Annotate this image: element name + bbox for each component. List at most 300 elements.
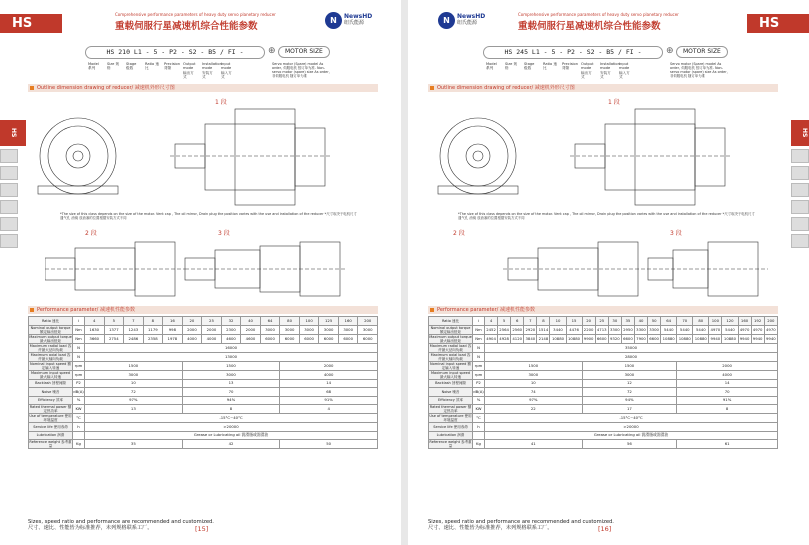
unit-cell <box>73 431 85 440</box>
value-cell: 17 <box>582 405 677 414</box>
table-row <box>429 414 778 423</box>
ratio-cell: 16 <box>163 317 183 326</box>
unit-cell: dB(A) <box>73 388 85 397</box>
table-row <box>429 343 778 352</box>
stage-3-label: 3 段 <box>218 230 230 237</box>
value-cell: 3300 <box>608 325 621 334</box>
value-cell: 10880 <box>677 334 693 343</box>
row-label: Rated thermal power 额定热功率 <box>429 405 472 413</box>
ratio-cell: 7 <box>524 317 537 326</box>
ratio-cell: 5 <box>104 317 124 326</box>
unit-cell: N <box>73 343 85 352</box>
value-cell: 1514 <box>537 325 550 334</box>
unit-cell: N <box>473 352 485 361</box>
value-cell: 4970 <box>738 325 751 334</box>
ratio-cell: 160 <box>738 317 751 326</box>
side-thumb[interactable] <box>791 183 809 197</box>
value-cell: 6000 <box>319 334 339 343</box>
row-label: Reference weight 参考重量 <box>429 440 472 448</box>
value-cell: 1978 <box>163 334 183 343</box>
ratio-header: Ratio 速比 <box>429 317 473 326</box>
ratio-cell: 80 <box>693 317 709 326</box>
side-thumb[interactable] <box>791 149 809 163</box>
value-cell: 9320 <box>608 334 621 343</box>
row-label: Use of temperature 使用环境温度 <box>29 414 72 422</box>
ratio-cell: 5 <box>498 317 511 326</box>
table-row <box>29 379 378 388</box>
value-cell: 3000 <box>582 370 677 379</box>
table-row <box>29 440 378 449</box>
value-cell: 3000 <box>338 325 358 334</box>
ratio-cell: 200 <box>764 317 777 326</box>
ratio-cell: 40 <box>241 317 261 326</box>
value-cell: 3300 <box>648 325 661 334</box>
logo-name: NewsHD <box>457 13 486 20</box>
plus-icon: ⊕ <box>268 46 276 56</box>
unit-cell: °C <box>473 414 485 423</box>
side-thumb[interactable] <box>791 217 809 231</box>
row-label: Service life 使用寿命 <box>29 423 73 432</box>
legend-item: Stage 级数 <box>126 62 137 71</box>
row-label: Efficiency 效率 <box>29 396 73 405</box>
unit-cell: Kg <box>73 440 85 449</box>
page-number: [15] <box>195 525 209 533</box>
legend-item: Output mode 输出方式 <box>581 62 594 80</box>
row-label: Backlash 回程间隙 <box>29 379 73 388</box>
stage-2-label: 2 段 <box>85 230 97 237</box>
legend-item: Installation mode 安装方式 <box>600 62 620 80</box>
value-cell: 4904 <box>485 334 498 343</box>
value-cell: 4000 <box>677 370 778 379</box>
ratio-cell: 50 <box>648 317 661 326</box>
ratio-cell: 20 <box>182 317 202 326</box>
row-label: Service life 使用寿命 <box>429 423 473 432</box>
row-label: Nominal output torque 额定输出扭矩 <box>429 325 473 334</box>
footer-en: Sizes, speed ratio and performance are recommended and customized. <box>428 519 614 525</box>
value-cell: 2560 <box>511 325 524 334</box>
value-cell: 50 <box>280 440 378 449</box>
side-tab-hs[interactable]: HS <box>0 120 26 146</box>
ratio-cell: 25 <box>595 317 608 326</box>
ratio-cell: 100 <box>709 317 722 326</box>
row-label: Backlash 回程间隙 <box>429 379 473 388</box>
table-row <box>29 423 378 432</box>
table-row <box>429 325 778 334</box>
value-cell: 14 <box>280 379 378 388</box>
title-en: Comprehensive performance parameters of heavy duty servo planetary reducer <box>115 12 276 17</box>
ratio-cell: 4 <box>85 317 105 326</box>
value-cell: 35 <box>85 440 183 449</box>
value-cell: 28000 <box>485 352 778 361</box>
value-cell: 12 <box>582 379 677 388</box>
value-cell: 2564 <box>498 325 511 334</box>
row-label: Efficiency 效率 <box>429 396 473 405</box>
company-logo <box>325 10 377 30</box>
unit-cell: KW <box>473 405 485 414</box>
unit-cell: h <box>473 423 485 432</box>
value-cell: 1179 <box>143 325 163 334</box>
value-cell: 2200 <box>582 325 595 334</box>
value-cell: 3000 <box>358 325 378 334</box>
page-title: 重载伺服行星减速机综合性能参数 <box>115 21 258 32</box>
performance-section-header: Performance parameter/ 减速机性能参数 <box>28 306 378 314</box>
row-label: Lubrication 润滑 <box>429 431 473 440</box>
row-label: Maximum axial load 容许最大轴向负载 <box>429 352 473 361</box>
value-cell: 10880 <box>550 334 566 343</box>
table-row <box>429 370 778 379</box>
outline-section-header: Outline dimension drawing of reducer/ 减速机外形尺寸图 <box>428 84 778 92</box>
ratio-cell: 4 <box>485 317 498 326</box>
value-cell: 10880 <box>722 334 738 343</box>
value-cell: 3300 <box>634 325 647 334</box>
unit-cell: °C <box>73 414 85 423</box>
table-row <box>29 431 378 440</box>
performance-section-header: Performance parameter/ 减速机性能参数 <box>428 306 778 314</box>
ratio-cell: 30 <box>608 317 621 326</box>
value-cell: 1377 <box>104 325 124 334</box>
value-cell: 5440 <box>722 325 738 334</box>
value-cell: >20000 <box>85 423 378 432</box>
value-cell: 14 <box>677 379 778 388</box>
value-cell: 4000 <box>202 334 222 343</box>
table-row <box>429 440 778 449</box>
ratio-cell: 10 <box>550 317 566 326</box>
row-label: Nominal input speed 额定输入转速 <box>430 361 471 370</box>
table-row <box>29 334 378 343</box>
left-page <box>0 0 401 545</box>
value-cell: 4120 <box>511 334 524 343</box>
ratio-cell: 120 <box>722 317 738 326</box>
table-row <box>29 396 378 405</box>
value-cell: 6000 <box>338 334 358 343</box>
outline-section-header: Outline dimension drawing of reducer/ 减速机外形尺寸图 <box>28 84 378 92</box>
value-cell: 9940 <box>738 334 751 343</box>
stage-1-drawing <box>430 104 775 212</box>
value-cell: 3000 <box>280 325 300 334</box>
value-cell: 5440 <box>693 325 709 334</box>
plus-icon: ⊕ <box>666 46 674 56</box>
value-cell: 2486 <box>124 334 144 343</box>
value-cell: 1243 <box>124 325 144 334</box>
value-cell: 16000 <box>85 343 378 352</box>
value-cell: 2000 <box>280 361 378 370</box>
value-cell: 2148 <box>537 334 550 343</box>
stage-1-label: 1 段 <box>608 99 620 106</box>
value-cell: 5440 <box>677 325 693 334</box>
table-row <box>29 343 378 352</box>
table-row <box>29 388 378 397</box>
title-en: Comprehensive performance parameters of heavy duty servo planetary reducer <box>518 12 679 17</box>
value-cell: 22 <box>485 405 583 414</box>
row-label: Maximum output torque 最大输出扭矩 <box>29 334 72 343</box>
ratio-cell: 7 <box>124 317 144 326</box>
value-cell: 94% <box>182 396 280 405</box>
value-cell: 7900 <box>634 334 647 343</box>
value-cell: 6000 <box>260 334 280 343</box>
unit-cell: % <box>73 396 85 405</box>
unit-cell: N <box>473 343 485 352</box>
row-label: Maximum input speed 最大输入转速 <box>429 370 473 379</box>
value-cell: 2000 <box>241 325 261 334</box>
unit-cell: Kg <box>473 440 485 449</box>
value-cell: 2452 <box>485 325 498 334</box>
stage-3-label: 3 段 <box>670 230 682 237</box>
designation-legend <box>486 62 633 80</box>
side-thumb[interactable] <box>0 234 18 248</box>
table-row <box>429 352 778 361</box>
value-cell: Grease or Lubricating oil 润滑脂或润滑油 <box>85 431 378 440</box>
value-cell: 4000 <box>280 370 378 379</box>
value-cell: 3000 <box>85 370 183 379</box>
stage-1-label: 1 段 <box>215 99 227 106</box>
ratio-cell: 8 <box>537 317 550 326</box>
value-cell: 4928 <box>498 334 511 343</box>
legend-item: Size 规格 <box>107 62 120 71</box>
row-label: Maximum radial load 容许最大径向负载 <box>429 343 472 352</box>
model-designation: HS 245 L1 - 5 - P2 - S2 - B5 / FI - <box>483 46 663 59</box>
unit-cell: % <box>473 396 485 405</box>
stage-1-drawing <box>30 104 375 212</box>
value-cell: 1500 <box>582 361 677 370</box>
model-code-badge: HS 245 <box>747 14 809 33</box>
side-thumb[interactable] <box>791 200 809 214</box>
legend-item: Model 系列 <box>88 62 99 71</box>
value-cell: 9940 <box>764 334 777 343</box>
row-label: Noise 噪音 <box>429 388 473 397</box>
value-cell: 4000 <box>182 334 202 343</box>
value-cell: 9940 <box>751 334 764 343</box>
value-cell: 1500 <box>85 361 183 370</box>
legend-item: Model 系列 <box>486 62 497 71</box>
table-row <box>429 396 778 405</box>
performance-table <box>428 316 778 449</box>
unit-cell: N <box>73 352 85 361</box>
table-row <box>429 334 778 343</box>
value-cell: 41 <box>485 440 583 449</box>
value-cell: 42 <box>182 440 280 449</box>
model-designation: HS 210 L1 - 5 - P2 - S2 - B5 / FI - <box>85 46 265 59</box>
logo-icon: N <box>438 12 455 29</box>
ratio-cell: 35 <box>621 317 634 326</box>
value-cell: 91% <box>280 396 378 405</box>
value-cell: 2000 <box>182 325 202 334</box>
stage-2-3-drawing <box>45 238 375 298</box>
legend-item: Stage 级数 <box>524 62 535 71</box>
table-row <box>29 352 378 361</box>
value-cell: 4476 <box>566 325 582 334</box>
logo-cn: 纽氏能源 <box>344 20 365 26</box>
value-cell: 70 <box>677 388 778 397</box>
unit-cell: i <box>73 317 85 326</box>
value-cell: 2920 <box>524 325 537 334</box>
value-cell: 4713 <box>595 325 608 334</box>
value-cell: 1630 <box>85 325 105 334</box>
row-label: Nominal input speed 额定输入转速 <box>30 361 71 370</box>
page-title: 重载伺服行星减速机综合性能参数 <box>518 21 661 32</box>
value-cell: 3000 <box>260 325 280 334</box>
value-cell: 10880 <box>661 334 677 343</box>
side-tab-hs[interactable]: HS <box>791 120 809 146</box>
unit-cell: rpm <box>73 370 85 379</box>
row-label: Noise 噪音 <box>29 388 73 397</box>
unit-cell: KW <box>73 405 85 414</box>
table-row <box>429 379 778 388</box>
value-cell: 3840 <box>524 334 537 343</box>
legend-item: Precision 背隙 <box>562 62 579 71</box>
ratio-cell: 125 <box>319 317 339 326</box>
legend-item: Input mode 输入方式 <box>221 62 232 80</box>
unit-cell: h <box>73 423 85 432</box>
unit-cell: rpm <box>473 361 485 370</box>
row-label: Use of temperature 使用环境温度 <box>429 414 472 422</box>
value-cell: 3000 <box>319 325 339 334</box>
ratio-cell: 70 <box>677 317 693 326</box>
side-nav <box>0 120 18 248</box>
value-cell: 8 <box>677 405 778 414</box>
row-label: Lubrication 润滑 <box>29 431 73 440</box>
ratio-cell: 64 <box>260 317 280 326</box>
legend-item: Output mode 输出方式 <box>183 62 196 80</box>
table-row <box>429 423 778 432</box>
table-row <box>29 414 378 423</box>
stage-2-label: 2 段 <box>453 230 465 237</box>
row-label: Maximum radial load 容许最大径向负载 <box>29 343 72 352</box>
ratio-cell: 80 <box>280 317 300 326</box>
unit-cell: Nm <box>73 334 85 343</box>
performance-table <box>28 316 378 449</box>
ratio-cell: 40 <box>634 317 647 326</box>
value-cell: 998 <box>163 325 183 334</box>
legend-item: Ratio 速比 <box>543 62 557 71</box>
unit-cell: rpm <box>473 370 485 379</box>
value-cell: 2358 <box>143 334 163 343</box>
row-label: Rated thermal power 额定热功率 <box>29 405 72 413</box>
side-thumb[interactable] <box>0 200 18 214</box>
unit-cell: rpm <box>73 361 85 370</box>
value-cell: 1500 <box>182 361 280 370</box>
value-cell: 56 <box>582 440 677 449</box>
value-cell: 9900 <box>582 334 595 343</box>
value-cell: 68 <box>280 388 378 397</box>
row-label: Maximum axial load 容许最大轴向负载 <box>29 352 73 361</box>
footer-cn: 尺寸、速比、性能皆为标准推荐，未列规格联系工厂。 <box>428 525 553 531</box>
value-cell: 6600 <box>595 334 608 343</box>
page-number: [16] <box>598 525 612 533</box>
table-row <box>429 361 778 370</box>
motor-size-label: MOTOR SIZE <box>676 46 728 58</box>
value-cell: 4600 <box>221 334 241 343</box>
ratio-cell: 15 <box>566 317 582 326</box>
table-row <box>429 405 778 414</box>
value-cell: -15°C~40°C <box>485 414 778 423</box>
side-thumb[interactable] <box>0 183 18 197</box>
value-cell: 8 <box>182 405 280 414</box>
model-code-badge: HS 210 <box>0 14 62 33</box>
value-cell: 6000 <box>299 334 319 343</box>
value-cell: 6000 <box>358 334 378 343</box>
value-cell: 13 <box>85 405 183 414</box>
ratio-cell: 25 <box>202 317 222 326</box>
unit-cell: P2 <box>473 379 485 388</box>
logo-cn: 纽氏能源 <box>457 20 478 26</box>
table-row <box>29 361 378 370</box>
value-cell: 2000 <box>677 361 778 370</box>
logo-name: NewsHD <box>344 13 373 20</box>
unit-cell: i <box>473 317 485 326</box>
unit-cell: Nm <box>473 334 485 343</box>
value-cell: 97% <box>485 396 583 405</box>
legend-item: Ratio 速比 <box>145 62 159 71</box>
footer-en: Sizes, speed ratio and performance are recommended and customized. <box>28 519 214 525</box>
value-cell: 3000 <box>182 370 280 379</box>
side-thumb[interactable] <box>0 149 18 163</box>
legend-item: Size 规格 <box>505 62 518 71</box>
value-cell: 4970 <box>709 325 722 334</box>
value-cell: 70 <box>182 388 280 397</box>
right-page <box>408 0 809 545</box>
drawing-note: *The size of this class depends on the size of the motor. Vent cap , The oil mirror, Drain plug the position varies with the use and installation of the reducer *尺寸取决于电机尺寸 通气孔 油镜 放油塞的位置根据安装方式不同 <box>60 212 357 220</box>
value-cell: 91% <box>677 396 778 405</box>
value-cell: 5440 <box>661 325 677 334</box>
row-label: Nominal output torque 额定输出扭矩 <box>29 325 73 334</box>
value-cell: 1500 <box>485 361 583 370</box>
table-row <box>29 325 378 334</box>
company-logo <box>438 10 490 30</box>
value-cell: 97% <box>85 396 183 405</box>
value-cell: 3000 <box>485 370 583 379</box>
ratio-cell: 192 <box>751 317 764 326</box>
row-label: Maximum input speed 最大输入转速 <box>29 370 73 379</box>
value-cell: 35000 <box>485 343 778 352</box>
motor-size-label: MOTOR SIZE <box>278 46 330 58</box>
value-cell: -15°C~40°C <box>85 414 378 423</box>
ratio-cell: 200 <box>358 317 378 326</box>
value-cell: 6600 <box>648 334 661 343</box>
value-cell: 2754 <box>104 334 124 343</box>
ratio-cell: 20 <box>582 317 595 326</box>
value-cell: 10880 <box>566 334 582 343</box>
value-cell: 2000 <box>202 325 222 334</box>
ratio-header: Ratio 速比 <box>29 317 73 326</box>
unit-cell: Nm <box>73 325 85 334</box>
legend-item: Input mode 输入方式 <box>619 62 630 80</box>
footer-cn: 尺寸、速比、性能皆为标准推荐，未列规格联系工厂。 <box>28 525 153 531</box>
side-thumb[interactable] <box>791 166 809 180</box>
value-cell: 10 <box>85 379 183 388</box>
value-cell: 13000 <box>85 352 378 361</box>
motor-note: Servo motor (Spare) model As order, 伺服电机 按订单为准. Non-servo motor (spare) size As order, 非伺服电机 随订单为准 <box>272 62 330 78</box>
stage-2-3-drawing <box>448 238 778 298</box>
value-cell: 61 <box>677 440 778 449</box>
drawing-note: *The size of this class depends on the size of the motor. Vent cap , The oil mirror, Drain plug the position varies with the use and installation of the reducer *尺寸取决于电机尺寸 通气孔 油镜 放油塞的位置根据安装方式不同 <box>458 212 755 220</box>
value-cell: 3000 <box>299 325 319 334</box>
logo-icon: N <box>325 12 342 29</box>
value-cell: 4 <box>280 405 378 414</box>
side-thumb[interactable] <box>791 234 809 248</box>
unit-cell: Nm <box>473 325 485 334</box>
ratio-cell: 160 <box>338 317 358 326</box>
value-cell: 94% <box>582 396 677 405</box>
value-cell: 72 <box>582 388 677 397</box>
side-thumb[interactable] <box>0 166 18 180</box>
ratio-cell: 8 <box>143 317 163 326</box>
side-thumb[interactable] <box>0 217 18 231</box>
value-cell: 2300 <box>221 325 241 334</box>
ratio-cell: 32 <box>221 317 241 326</box>
value-cell: 4970 <box>751 325 764 334</box>
row-label: Reference weight 参考重量 <box>29 440 72 448</box>
value-cell: 6600 <box>621 334 634 343</box>
